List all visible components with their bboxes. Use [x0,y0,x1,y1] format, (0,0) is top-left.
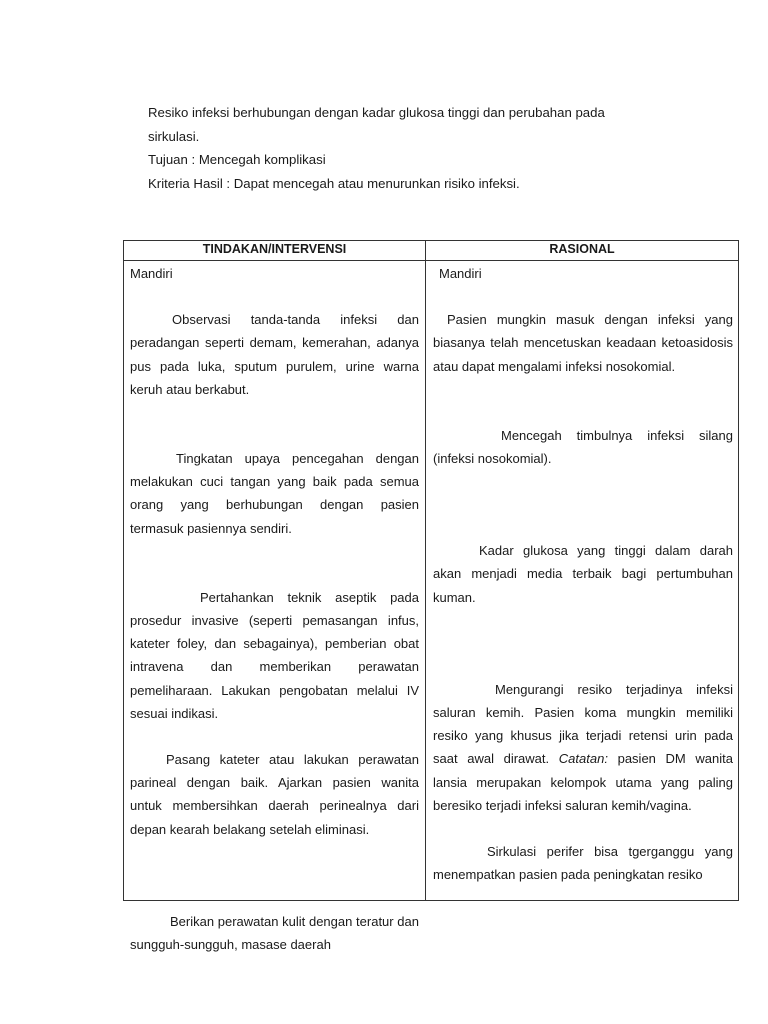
column-divider [425,241,426,900]
goal-text: Tujuan : Mencegah komplikasi [148,152,326,167]
intro-block [148,101,648,195]
rationale-4-note: Catatan: [558,751,608,767]
mandiri-label: Mandiri [130,266,173,281]
intervention-3: Pertahankan teknik aseptik pada prosedur invasive (seperti pemasangan infus, kateter foley, dan sebagainya), pemberian obat intravena dan memberikan perawatan pemeliharaan. Lakukan pengobatan melalui IV sesuai indikasi. [130,589,419,721]
header-rasional: RASIONAL [549,242,615,256]
header-intervensi: TINDAKAN/INTERVENSI [202,242,347,256]
intervention-1: Observasi tanda-tanda infeksi dan peradangan seperti demam, kemerahan, adanya pus pada luka, sputum purulem, urine warna keruh atau berkabut. [130,312,419,397]
intervention-2: Tingkatan upaya pencegahan dengan melakukan cuci tangan yang baik pada semua orang yang berhubungan dengan pasien termasuk pasiennya sendiri. [130,451,419,536]
rationale-5: Sirkulasi perifer bisa tgerganggu yang menempatkan pasien pada peningkatan resiko [433,844,733,883]
criteria-text: Kriteria Hasil : Dapat mencegah atau menurunkan risiko infeksi. [148,175,520,191]
mandiri-label-rasional: Mandiri [439,266,482,281]
rationale-column [433,262,733,886]
intervention-column [130,262,419,956]
intervention-4: Pasang kateter atau lakukan perawatan parineal dengan baik. Ajarkan pasien wanita untuk membersihkan daerah perinealnya dari depan kearah belakang setelah eliminasi. [130,752,419,837]
table-header [124,241,738,261]
intervention-5: Berikan perawatan kulit dengan teratur dan sungguh-sungguh, masase daerah [130,913,419,953]
rationale-4 [433,678,733,817]
rationale-2: Mencegah timbulnya infeksi silang (infeksi nosokomial). [433,427,733,467]
diagnosis-text: Resiko infeksi berhubungan dengan kadar glukosa tinggi dan perubahan pada sirkulasi. [148,105,605,144]
rationale-1: Pasien mungkin masuk dengan infeksi yang biasanya telah mencetuskan keadaan ketoasidosis atau dapat mengalami infeksi nosokomial. [433,312,733,374]
rationale-4-main: Mengurangi resiko terjadinya infeksi saluran kemih. Pasien koma mungkin memiliki resiko yang khusus jika terjadi retensi urin pada saat awal dirawat. [433,681,733,767]
intervention-table [123,240,739,953]
rationale-3: Kadar glukosa yang tinggi dalam darah akan menjadi media terbaik bagi pertumbuhan kuman. [433,543,733,605]
rationale-4-detail: pasien DM wanita lansia merupakan kelompok utama yang paling beresiko terjadi infeksi saluran kemih/vagina. [433,751,733,813]
